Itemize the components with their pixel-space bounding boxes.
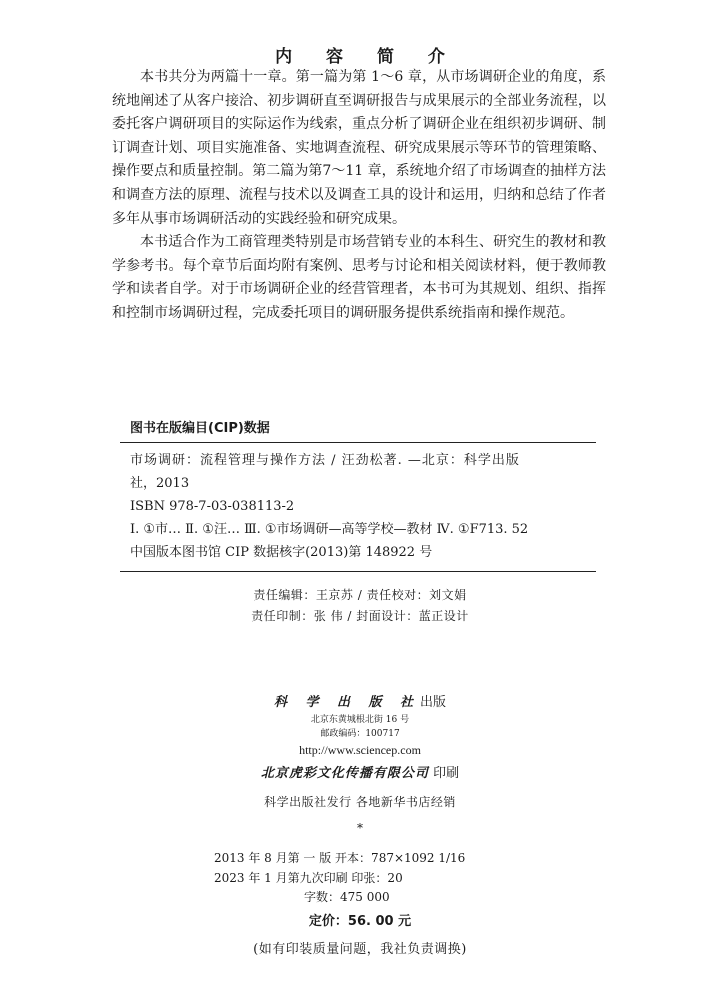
cip-bottom-rule	[120, 571, 596, 572]
edition-info	[214, 849, 534, 908]
cip-heading: 图书在版编目(CIP)数据	[130, 421, 270, 436]
editor-credits: 责任编辑：王京苏 / 责任校对：刘文娟	[253, 588, 467, 602]
word-count: 字数：475 000	[304, 890, 390, 904]
cip-classification: Ⅰ. ①市… Ⅱ. ①汪… Ⅲ. ①市场调研—高等学校—教材 Ⅳ. ①F713. 52	[130, 522, 529, 537]
publisher-postcode: 邮政编码：100717	[320, 729, 400, 739]
cip-isbn: ISBN 978-7-03-038113-2	[130, 499, 295, 514]
publisher-name: 科 学 出 版 社	[273, 695, 421, 710]
intro-paragraph: 本书共分为两篇十一章。第一篇为第 1～6 章，从市场调研企业的角度，系统地阐述了从客户接洽、初步调研直至调研报告与成果展示的全部业务流程，以委托客户调研项目的实际运作为线索，重点分析了调研企业在组织初步调研、制订调查计划、项目实施准备、实地调查流程、研究成果展示等环节的管理策略、操作要点和质量控制。第二篇为第7～11 章，系统地介绍了市场调查的抽样方法和调查方法的原理、流程与技术以及调查工具的设计和运用，归纳和总结了作者多年从事市场调研活动的实践经验和研究成果。	[112, 69, 606, 227]
cip-record-number: 中国版本图书馆 CIP 数据核字(2013)第 148922 号	[130, 545, 433, 560]
separator-star: *	[357, 821, 363, 835]
cip-title-line: 市场调研：流程管理与操作方法 / 汪劲松著. —北京：科学出版	[130, 453, 520, 468]
distribution-line: 科学出版社发行 各地新华书店经销	[264, 795, 456, 809]
printing-line: 2023 年 1 月第九次印刷 印张：20	[214, 870, 403, 885]
quality-notice: (如有印装质量问题，我社负责调换)	[253, 942, 467, 957]
cip-title-line: 社，2013	[130, 476, 190, 491]
intro-body	[112, 66, 606, 326]
printer-line	[0, 763, 720, 785]
printer-suffix: 印刷	[428, 766, 460, 781]
imprint-block	[0, 693, 720, 835]
intro-paragraph: 本书适合作为工商管理类特别是市场营销专业的本科生、研究生的教材和教学参考书。每个章节后面均附有案例、思考与讨论和相关阅读材料，便于教师教学和读者自学。对于市场调研企业的经营管理者，本书可为其规划、组织、指挥和控制市场调研过程，完成委托项目的调研服务提供系统指南和操作规范。	[112, 234, 606, 321]
publisher-address: 北京东黄城根北街 16 号	[310, 715, 410, 725]
publisher-url: http://www.sciencep.com	[299, 743, 421, 757]
credits-block	[0, 585, 720, 627]
printer-name: 北京虎彩文化传播有限公司	[260, 766, 429, 781]
price: 定价：56. 00 元	[308, 914, 412, 929]
publisher-suffix: 出版	[420, 695, 447, 710]
cip-block	[130, 449, 592, 564]
production-credits: 责任印制：张 伟 / 封面设计：蓝正设计	[251, 609, 469, 623]
intro-title: 内 容 简 介	[275, 47, 459, 67]
publisher-line	[0, 693, 720, 713]
edition-line: 2013 年 8 月第 一 版 开本：787×1092 1/16	[214, 851, 466, 865]
cip-top-rule	[120, 442, 596, 443]
